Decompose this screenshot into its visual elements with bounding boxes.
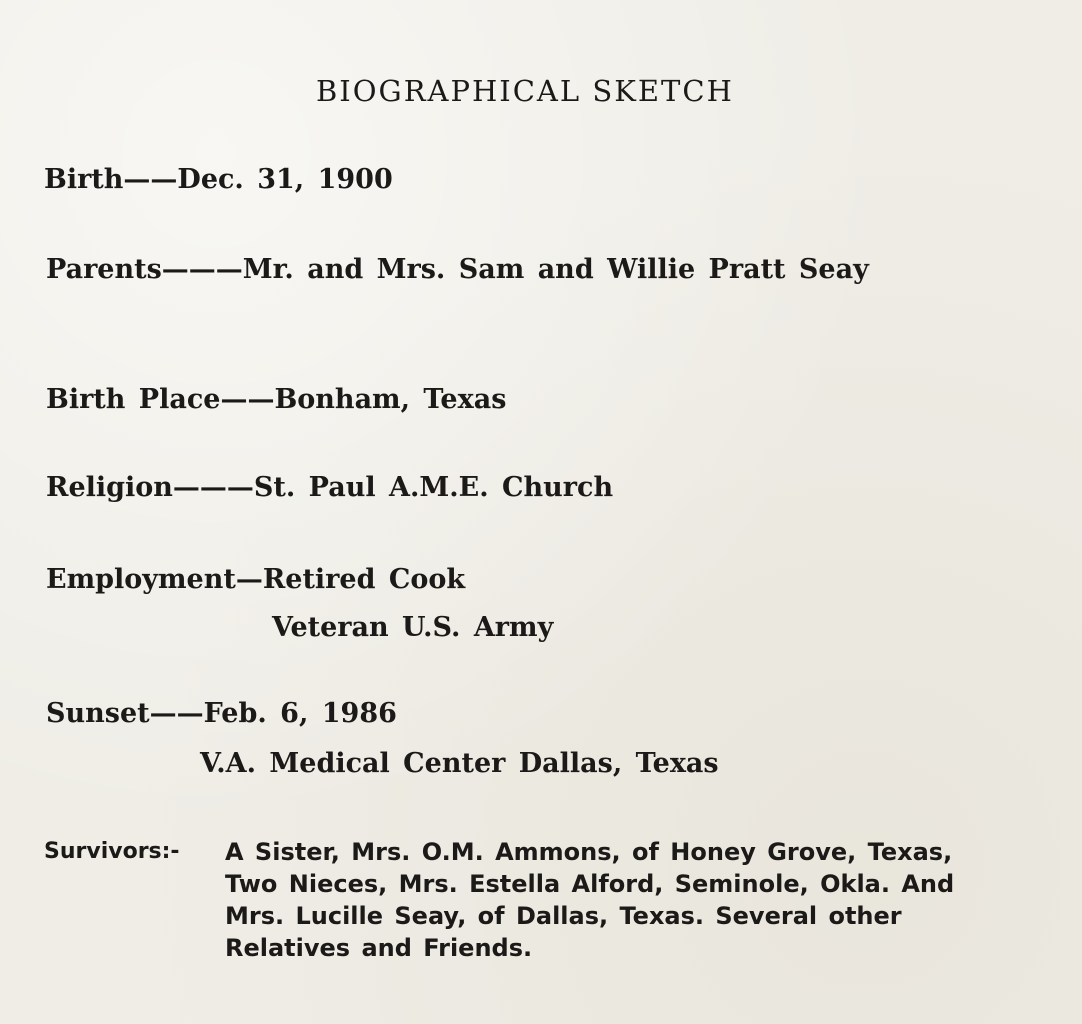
survivors-line: A Sister, Mrs. O.M. Ammons, of Honey Grove, Texas, xyxy=(225,838,953,866)
sunset-location: V.A. Medical Center Dallas, Texas xyxy=(200,748,719,779)
religion-line: Religion———St. Paul A.M.E. Church xyxy=(46,472,614,503)
sunset-line: Sunset——Feb. 6, 1986 xyxy=(46,698,397,729)
birth-line: Birth——Dec. 31, 1900 xyxy=(44,164,393,195)
survivors-label: Survivors:- xyxy=(44,839,180,864)
survivors-text xyxy=(225,836,1075,964)
employment-continuation: Veteran U.S. Army xyxy=(272,612,554,643)
document-title: BIOGRAPHICAL SKETCH xyxy=(316,74,734,108)
employment-line: Employment—Retired Cook xyxy=(46,564,466,595)
parents-line: Parents———Mr. and Mrs. Sam and Willie Pratt Seay xyxy=(46,254,869,285)
survivors-line: Relatives and Friends. xyxy=(225,934,533,962)
survivors-line: Mrs. Lucille Seay, of Dallas, Texas. Several other xyxy=(225,902,902,930)
birth-place-line: Birth Place——Bonham, Texas xyxy=(46,384,507,415)
survivors-line: Two Nieces, Mrs. Estella Alford, Seminole, Okla. And xyxy=(225,870,955,898)
